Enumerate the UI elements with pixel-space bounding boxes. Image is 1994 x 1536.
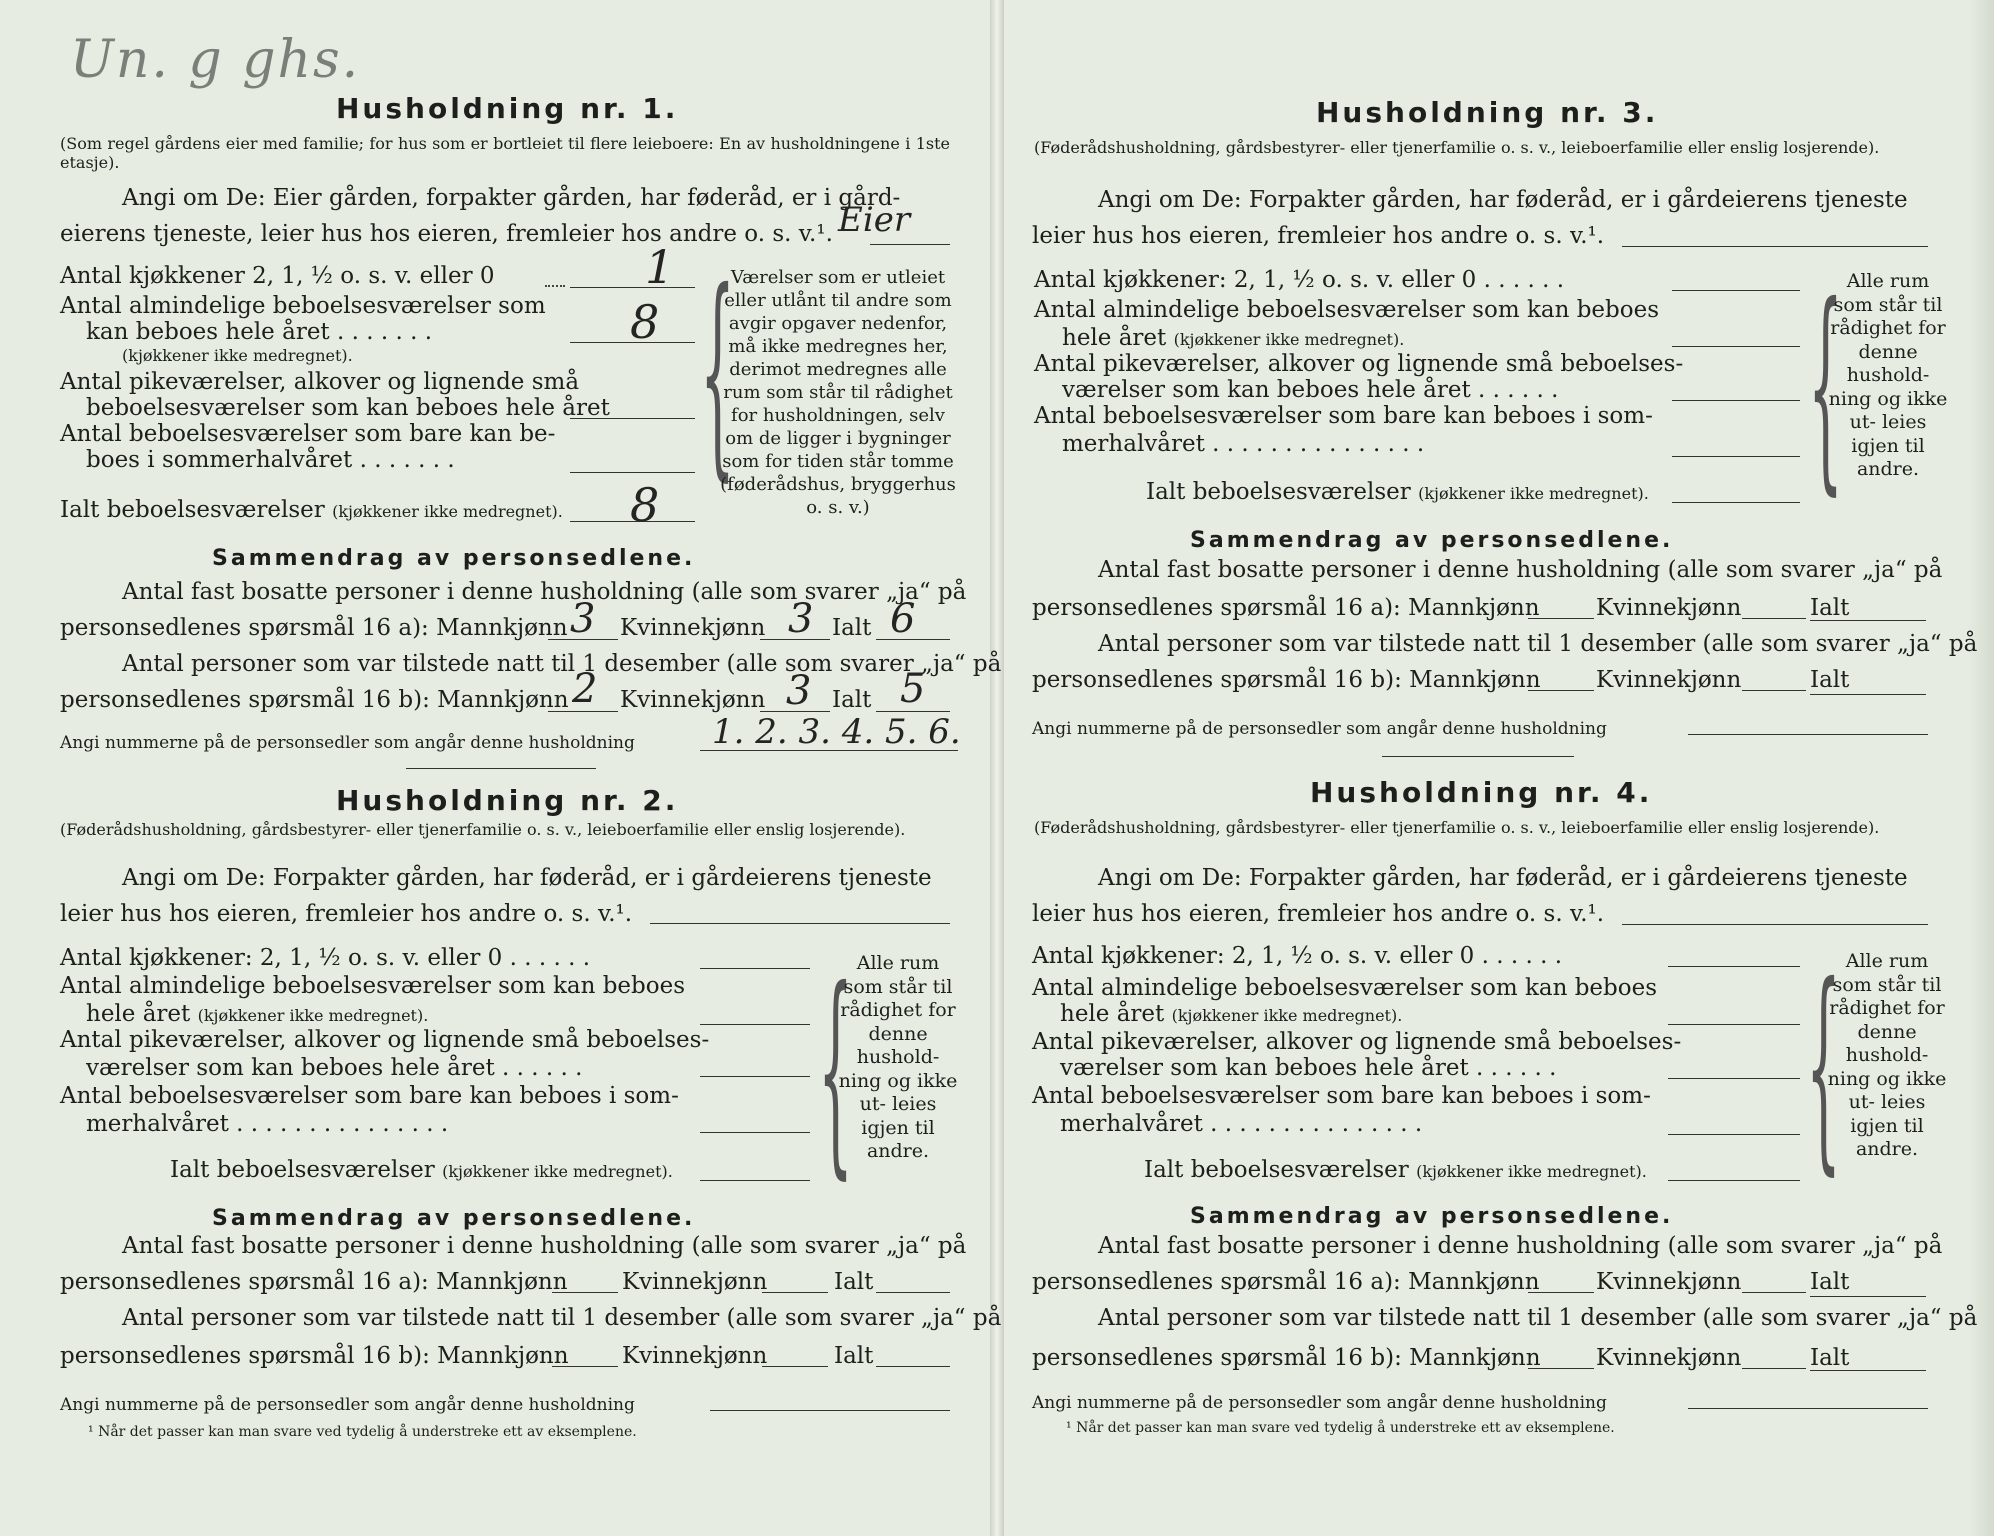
s1-female-line bbox=[762, 1292, 828, 1293]
s1-total-handwritten: 6 bbox=[890, 596, 916, 642]
household-2-angi-line1: Angi om De: Forpakter gården, har føderåd, er i gårdeierens tjeneste bbox=[122, 865, 932, 891]
s2-female-label: Kvinnekjønn bbox=[1596, 667, 1742, 693]
rooms-label-a: Antal almindelige beboelsesværelser som kan beboes bbox=[60, 973, 686, 999]
angi-answer-line bbox=[870, 244, 950, 245]
household-1-numbers-label: Angi nummerne på de personsedler som angår denne husholdning bbox=[60, 733, 635, 753]
maid-rooms-label-a: Antal pikeværelser, alkover og lignende små bbox=[60, 369, 580, 395]
section-divider bbox=[406, 768, 596, 769]
kitchens-answer-line bbox=[700, 968, 810, 969]
total-rooms-text: Ialt beboelsesværelser bbox=[1146, 479, 1411, 505]
rooms-label-b-text: hele året bbox=[86, 1001, 191, 1027]
household-4-angi-line1: Angi om De: Forpakter gården, har føderåd, er i gårdeierens tjeneste bbox=[1098, 865, 1908, 891]
summary-2-line-b: personsedlenes spørsmål 16 b): Mannkjønn bbox=[60, 687, 569, 713]
s1-total-line bbox=[1810, 620, 1926, 621]
total-rooms-note: (kjøkkener ikke medregnet). bbox=[332, 502, 563, 521]
household-3-note: Alle rum som står til rådighet for denne hushold- ning og ikke ut- leies igjen til andre. bbox=[1828, 270, 1948, 480]
s2-female-handwritten: 3 bbox=[786, 668, 812, 714]
s2-total-label: Ialt bbox=[1810, 667, 1850, 693]
summary-1-line-a: Antal fast bosatte personer i denne husholdning (alle som svarer „ja“ på bbox=[122, 579, 967, 605]
maid-rooms-answer-line bbox=[1668, 1078, 1800, 1079]
kitchens-answer-handwritten: 1 bbox=[645, 240, 675, 294]
summer-rooms-label-a: Antal beboelsesværelser som bare kan beboes i som- bbox=[1034, 403, 1653, 429]
summary-1-line-a: Antal fast bosatte personer i denne husholdning (alle som svarer „ja“ på bbox=[1098, 1233, 1943, 1259]
rooms-answer-line bbox=[1672, 346, 1800, 347]
total-rooms-label bbox=[170, 1156, 673, 1186]
rooms-label-c: (kjøkkener ikke medregnet). bbox=[122, 346, 353, 365]
s1-total-label: Ialt bbox=[1810, 1269, 1850, 1295]
total-rooms-note: (kjøkkener ikke medregnet). bbox=[1416, 1162, 1647, 1181]
household-1-angi-line1: Angi om De: Eier gården, forpakter gården, har føderåd, er i gård- bbox=[122, 185, 901, 211]
summary-1-line-b: personsedlenes spørsmål 16 a): Mannkjønn bbox=[60, 615, 568, 641]
total-rooms-answer-line bbox=[1668, 1180, 1800, 1181]
rooms-label-a: Antal almindelige beboelsesværelser som kan beboes bbox=[1034, 297, 1660, 323]
rooms-label-a: Antal almindelige beboelsesværelser som bbox=[60, 293, 546, 319]
maid-rooms-label-b: værelser som kan beboes hele året . . . . . . bbox=[1060, 1055, 1557, 1081]
household-4-angi-line2: leier hus hos eieren, fremleier hos andre o. s. v.¹. bbox=[1032, 901, 1605, 927]
total-rooms-label bbox=[60, 496, 563, 526]
s2-total-label: Ialt bbox=[832, 687, 872, 713]
household-2-numbers-label: Angi nummerne på de personsedler som angår denne husholdning bbox=[60, 1395, 635, 1415]
footnote-right: ¹ Når det passer kan man svare ved tydelig å understreke ett av eksemplene. bbox=[1066, 1420, 1615, 1436]
s2-female-label: Kvinnekjønn bbox=[622, 1343, 768, 1369]
s1-total-label: Ialt bbox=[834, 1269, 874, 1295]
household-2-angi-line2: leier hus hos eieren, fremleier hos andre o. s. v.¹. bbox=[60, 901, 633, 927]
s2-total-line bbox=[1810, 1370, 1926, 1371]
total-rooms-label bbox=[1146, 478, 1649, 508]
rooms-label-b-text: hele året bbox=[1060, 1001, 1165, 1027]
summer-rooms-answer-line bbox=[1668, 1134, 1800, 1135]
household-4-summary-title: Sammendrag av personsedlene. bbox=[1190, 1204, 1674, 1229]
rooms-label-a: Antal almindelige beboelsesværelser som kan beboes bbox=[1032, 975, 1658, 1001]
s2-total-label: Ialt bbox=[834, 1343, 874, 1369]
s1-total-line bbox=[1810, 1296, 1926, 1297]
household-3-angi-line1: Angi om De: Forpakter gården, har føderåd, er i gårdeierens tjeneste bbox=[1098, 187, 1908, 213]
maid-rooms-label-b: værelser som kan beboes hele året . . . . . . bbox=[86, 1055, 583, 1081]
numbers-answer-line bbox=[1688, 734, 1928, 735]
summer-rooms-label-a: Antal beboelsesværelser som bare kan be- bbox=[60, 421, 556, 447]
summer-rooms-answer-line bbox=[1672, 456, 1800, 457]
kitchens-label: Antal kjøkkener: 2, 1, ½ o. s. v. eller 0 . . . . . . bbox=[60, 945, 591, 971]
s1-female-label: Kvinnekjønn bbox=[620, 615, 766, 641]
angi-answer-handwritten: Eier bbox=[838, 200, 911, 240]
summary-2-line-a: Antal personer som var tilstede natt til 1 desember (alle som svarer „ja“ på bbox=[1098, 1305, 1978, 1331]
kitchens-dots bbox=[545, 285, 565, 287]
rooms-label-b: kan beboes hele året . . . . . . . bbox=[86, 319, 433, 345]
s1-female-label: Kvinnekjønn bbox=[1596, 1269, 1742, 1295]
maid-rooms-answer-line bbox=[570, 418, 695, 419]
total-rooms-note: (kjøkkener ikke medregnet). bbox=[1418, 484, 1649, 503]
s1-total-label: Ialt bbox=[1810, 595, 1850, 621]
maid-rooms-label-a: Antal pikeværelser, alkover og lignende små beboelses- bbox=[60, 1027, 710, 1053]
s1-female-label: Kvinnekjønn bbox=[1596, 595, 1742, 621]
s2-total-handwritten: 5 bbox=[900, 666, 926, 712]
maid-rooms-label-b: beboelsesværelser som kan beboes hele året bbox=[86, 395, 610, 421]
maid-rooms-label-a: Antal pikeværelser, alkover og lignende små beboelses- bbox=[1034, 351, 1684, 377]
s1-male-line bbox=[1528, 1292, 1594, 1293]
angi-answer-line bbox=[650, 923, 950, 924]
rooms-label-b-text: hele året bbox=[1062, 325, 1167, 351]
household-4-numbers-label: Angi nummerne på de personsedler som angår denne husholdning bbox=[1032, 1393, 1607, 1413]
s2-male-line bbox=[1528, 690, 1594, 691]
s2-female-label: Kvinnekjønn bbox=[1596, 1345, 1742, 1371]
summer-rooms-answer-line bbox=[700, 1132, 810, 1133]
household-3-numbers-label: Angi nummerne på de personsedler som angår denne husholdning bbox=[1032, 719, 1607, 739]
summary-1-line-a: Antal fast bosatte personer i denne husholdning (alle som svarer „ja“ på bbox=[1098, 557, 1943, 583]
rooms-answer-line bbox=[700, 1024, 810, 1025]
rooms-answer-handwritten: 8 bbox=[630, 295, 660, 349]
kitchens-answer-line bbox=[1672, 290, 1800, 291]
maid-rooms-label-b: værelser som kan beboes hele året . . . . . . bbox=[1062, 377, 1559, 403]
summer-rooms-answer-line bbox=[570, 472, 695, 473]
summary-2-line-a: Antal personer som var tilstede natt til 1 desember (alle som svarer „ja“ på bbox=[122, 1305, 1002, 1331]
s1-total-label: Ialt bbox=[832, 615, 872, 641]
brace-icon: { bbox=[1808, 258, 1843, 514]
household-3-subtitle: (Føderådshusholdning, gårdsbestyrer- eller tjenerfamilie o. s. v., leieboerfamilie eller enslig losjerende). bbox=[1034, 138, 1880, 157]
rooms-label-b bbox=[1060, 1000, 1402, 1030]
s2-female-line bbox=[762, 1366, 828, 1367]
summer-rooms-label-a: Antal beboelsesværelser som bare kan beboes i som- bbox=[1032, 1083, 1651, 1109]
total-rooms-text: Ialt beboelsesværelser bbox=[60, 497, 325, 523]
household-1-summary-title: Sammendrag av personsedlene. bbox=[212, 546, 696, 571]
total-rooms-answer-line bbox=[1672, 502, 1800, 503]
s2-female-line bbox=[1742, 690, 1806, 691]
total-rooms-note: (kjøkkener ikke medregnet). bbox=[442, 1162, 673, 1181]
angi-answer-line bbox=[1622, 924, 1928, 925]
household-3-summary-title: Sammendrag av personsedlene. bbox=[1190, 528, 1674, 553]
total-rooms-answer-line bbox=[700, 1180, 810, 1181]
household-4-subtitle: (Føderådshusholdning, gårdsbestyrer- eller tjenerfamilie o. s. v., leieboerfamilie eller enslig losjerende). bbox=[1034, 818, 1880, 837]
household-4-note: Alle rum som står til rådighet for denne hushold- ning og ikke ut- leies igjen til andre. bbox=[1827, 950, 1947, 1160]
pencil-annotation: Un. g ghs. bbox=[70, 30, 361, 90]
rooms-answer-line bbox=[1668, 1024, 1800, 1025]
summer-rooms-label-b: merhalvåret . . . . . . . . . . . . . . . bbox=[1062, 431, 1425, 457]
household-4-title: Husholdning nr. 4. bbox=[1310, 776, 1653, 809]
s2-female-label: Kvinnekjønn bbox=[620, 687, 766, 713]
summary-2-line-a: Antal personer som var tilstede natt til 1 desember (alle som svarer „ja“ på bbox=[1098, 631, 1978, 657]
household-1-title: Husholdning nr. 1. bbox=[336, 92, 679, 125]
s1-male-line bbox=[1528, 618, 1594, 619]
maid-rooms-answer-line bbox=[1672, 400, 1800, 401]
s2-total-line bbox=[876, 1366, 950, 1367]
household-2-title: Husholdning nr. 2. bbox=[336, 784, 679, 817]
maid-rooms-answer-line bbox=[700, 1076, 810, 1077]
s2-total-label: Ialt bbox=[1810, 1345, 1850, 1371]
household-2-subtitle: (Føderådshusholdning, gårdsbestyrer- eller tjenerfamilie o. s. v., leieboerfamilie eller enslig losjerende). bbox=[60, 820, 906, 839]
s2-male-line bbox=[552, 1366, 618, 1367]
s1-male-line bbox=[552, 1292, 618, 1293]
summary-1-line-b: personsedlenes spørsmål 16 a): Mannkjønn bbox=[1032, 595, 1540, 621]
numbers-answer-line bbox=[1688, 1408, 1928, 1409]
kitchens-label: Antal kjøkkener: 2, 1, ½ o. s. v. eller 0 . . . . . . bbox=[1032, 943, 1563, 969]
rooms-label-c: (kjøkkener ikke medregnet). bbox=[1173, 330, 1405, 349]
s1-male-handwritten: 3 bbox=[570, 596, 596, 642]
s1-female-line bbox=[1742, 618, 1806, 619]
summary-2-line-b: personsedlenes spørsmål 16 b): Mannkjønn bbox=[1032, 667, 1541, 693]
summary-1-line-b: personsedlenes spørsmål 16 a): Mannkjønn bbox=[60, 1269, 568, 1295]
summer-rooms-label-b: merhalvåret . . . . . . . . . . . . . . . bbox=[1060, 1111, 1423, 1137]
rooms-label-c: (kjøkkener ikke medregnet). bbox=[1171, 1006, 1403, 1025]
s1-female-label: Kvinnekjønn bbox=[622, 1269, 768, 1295]
total-rooms-text: Ialt beboelsesværelser bbox=[170, 1157, 435, 1183]
kitchens-answer-line bbox=[1668, 966, 1800, 967]
household-1-note: Værelser som er utleiet eller utlånt til andre som avgir opgaver nedenfor, må ikke medregnes her, derimot medregnes alle rum som står til rådighet for husholdningen, selv om de ligger i bygninger som for tiden står tomme (føderådshus, bryggerhus o. s. v.) bbox=[720, 267, 956, 518]
brace-icon: { bbox=[700, 244, 735, 500]
s1-female-handwritten: 3 bbox=[788, 596, 814, 642]
summer-rooms-label-a: Antal beboelsesværelser som bare kan beboes i som- bbox=[60, 1083, 679, 1109]
household-2-summary-title: Sammendrag av personsedlene. bbox=[212, 1206, 696, 1231]
summer-rooms-label-b: merhalvåret . . . . . . . . . . . . . . . bbox=[86, 1111, 449, 1137]
s2-male-line bbox=[1528, 1368, 1594, 1369]
kitchens-label: Antal kjøkkener 2, 1, ½ o. s. v. eller 0 bbox=[60, 263, 495, 289]
household-2-note: Alle rum som står til rådighet for denne hushold- ning og ikke ut- leies igjen til andre. bbox=[838, 952, 958, 1162]
s2-total-line bbox=[1810, 694, 1926, 695]
maid-rooms-label-a: Antal pikeværelser, alkover og lignende små beboelses- bbox=[1032, 1029, 1682, 1055]
rooms-label-c: (kjøkkener ikke medregnet). bbox=[197, 1006, 429, 1025]
footnote-left: ¹ Når det passer kan man svare ved tydelig å understreke ett av eksemplene. bbox=[88, 1424, 637, 1440]
kitchens-label: Antal kjøkkener: 2, 1, ½ o. s. v. eller 0 . . . . . . bbox=[1034, 267, 1565, 293]
s1-female-line bbox=[1742, 1292, 1806, 1293]
brace-icon: { bbox=[1806, 938, 1841, 1194]
household-1-subtitle: (Som regel gårdens eier med familie; for hus som er bortleiet til flere leieboere: En av husholdningene i 1ste etasje). bbox=[60, 134, 950, 172]
numbers-answer-handwritten: 1. 2. 3. 4. 5. 6. bbox=[712, 712, 961, 752]
total-rooms-label bbox=[1144, 1156, 1647, 1186]
summary-2-line-a: Antal personer som var tilstede natt til 1 desember (alle som svarer „ja“ på bbox=[122, 651, 1002, 677]
household-3-title: Husholdning nr. 3. bbox=[1316, 96, 1659, 129]
household-3-angi-line2: leier hus hos eieren, fremleier hos andre o. s. v.¹. bbox=[1032, 223, 1605, 249]
total-rooms-answer-handwritten: 8 bbox=[630, 478, 660, 532]
summary-1-line-a: Antal fast bosatte personer i denne husholdning (alle som svarer „ja“ på bbox=[122, 1233, 967, 1259]
summary-2-line-b: personsedlenes spørsmål 16 b): Mannkjønn bbox=[1032, 1345, 1541, 1371]
angi-answer-line bbox=[1622, 246, 1928, 247]
summer-rooms-label-b: boes i sommerhalvåret . . . . . . . bbox=[86, 447, 455, 473]
s2-male-handwritten: 2 bbox=[572, 666, 598, 712]
brace-icon: { bbox=[818, 942, 853, 1198]
summary-2-line-b: personsedlenes spørsmål 16 b): Mannkjønn bbox=[60, 1343, 569, 1369]
summary-1-line-b: personsedlenes spørsmål 16 a): Mannkjønn bbox=[1032, 1269, 1540, 1295]
household-1-angi-line2: eierens tjeneste, leier hus hos eieren, fremleier hos andre o. s. v.¹. bbox=[60, 221, 833, 247]
kitchens-answer-line bbox=[570, 287, 695, 288]
numbers-answer-line bbox=[710, 1410, 950, 1411]
total-rooms-text: Ialt beboelsesværelser bbox=[1144, 1157, 1409, 1183]
s2-female-line bbox=[1742, 1368, 1806, 1369]
s1-total-line bbox=[876, 1292, 950, 1293]
section-divider bbox=[1382, 756, 1574, 757]
